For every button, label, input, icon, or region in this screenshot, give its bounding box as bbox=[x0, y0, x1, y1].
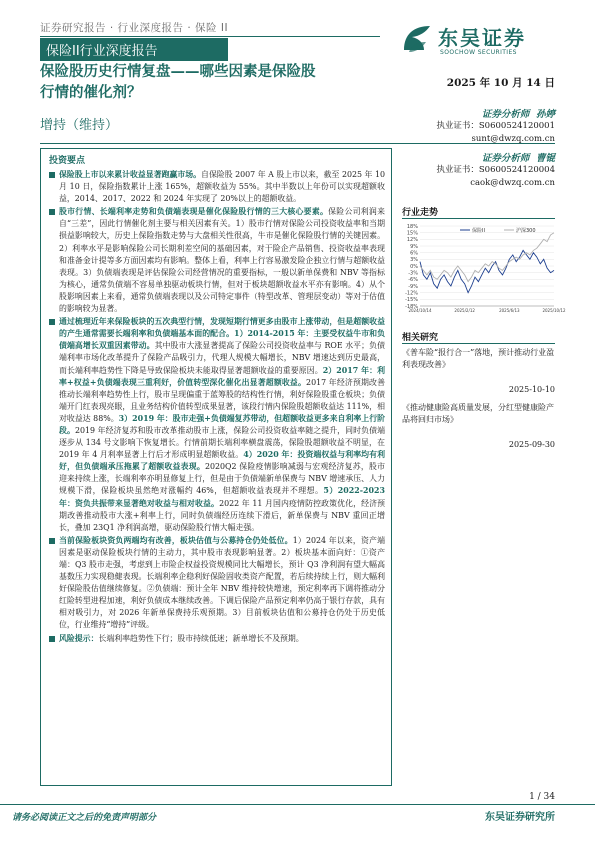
x-tick-label: 2025/10/12 bbox=[542, 308, 566, 313]
firm-name: 东吴证券研究所 bbox=[485, 812, 555, 823]
analyst-2-name: 曹锟 bbox=[535, 153, 555, 164]
page-number: 1 / 34 bbox=[529, 792, 555, 802]
related-item-date: 2025-09-30 bbox=[508, 440, 555, 449]
category-bar: 保险II行业深度报告 bbox=[40, 38, 228, 61]
summary-point-3 bbox=[49, 316, 385, 534]
related-list bbox=[402, 347, 555, 449]
analyst-1-name: 孙婷 bbox=[535, 109, 555, 120]
x-tick-label: 2024/10/14 bbox=[408, 308, 432, 313]
investment-summary-box bbox=[40, 148, 392, 786]
series-line bbox=[420, 233, 554, 282]
rating-label: 增持（维持） bbox=[40, 118, 119, 133]
analyst-2-role: 证券分析师 bbox=[481, 153, 530, 164]
point-3-lead: 通过梳理近年来保险板块的五次典型行情，发现短期行情更多由股市上涨带动，但是超额收益的产生通常需要长端利率和负债端基本面的配合。 bbox=[59, 317, 385, 339]
y-tick-label: 15% bbox=[406, 230, 418, 237]
point-3-stage-1-head: 1）2014-2015 年：主要受权益牛市和负债端高增长双重因素带动。 bbox=[59, 329, 385, 351]
related-item-title[interactable]: 《普车险“报行合一”落地，预计推动行业盈利表现改善》 bbox=[402, 348, 555, 369]
point-3-stage-5-head: 5）2022-2023 年：资负共振带来显著绝对收益与相对收益。 bbox=[59, 486, 385, 508]
footer-rule bbox=[0, 804, 595, 805]
related-item-title[interactable]: 《推动健康险高质量发展，分红型健康险产品将回归市场》 bbox=[402, 403, 554, 424]
y-tick-label: 3% bbox=[410, 257, 418, 264]
y-tick-label: -3% bbox=[408, 270, 418, 277]
title-line-2: 行情的催化剂？ bbox=[40, 85, 142, 101]
summary-point-4 bbox=[49, 535, 385, 632]
analyst-1-email[interactable]: sunt@dwzq.com.cn bbox=[471, 134, 555, 144]
point-3-stage-2-text: 2017 年经济预期改善推动长端利率趋势性上行，股市呈现偏重于蓝筹股的结构性行情，利好保险股重仓板块；负债端开门红表现亮眼，且业务结构价值转型成果显著，该段行情内保险股超额收益达 111%，相对收益达 88%。 bbox=[59, 377, 385, 423]
logo-cn-text: 东吴证券 bbox=[438, 26, 526, 50]
x-tick-label: 2025/2/12 bbox=[454, 308, 475, 313]
analyst-2-heading bbox=[400, 150, 555, 164]
point-1-lead: 保险股上市以来累计收益显著跑赢市场。 bbox=[59, 170, 202, 179]
point-1-text: 自保险股 2007 年 A 股上市以来，截至 2025 年 10 月 10 日，保险指数累计上涨 165%，超额收益为 55%。其中半数以上年份可以实现超额收益，2014、2017、2022 和 2024 年实现了 20%以上的超额收益。 bbox=[59, 170, 385, 204]
trend-rule bbox=[402, 218, 555, 219]
y-tick-label: -6% bbox=[408, 277, 418, 284]
trend-heading: 行业走势 bbox=[402, 208, 439, 218]
summary-heading: 投资要点 bbox=[49, 156, 86, 166]
summary-point-1 bbox=[49, 169, 385, 205]
point-4-text: 1）2024 年以来，资产端因素是驱动保险板块行情的主动力，其中股市表现影响显著。2）板块基本面向好：①资产端：Q3 股市走强，考虑到上市险企权益投资规模同比大幅增长，预计 Q3 净利润有望大幅高基数压力实现稳健表现。长端利率企稳利好保险固收类资产配置，若后续持续上行，则大幅利好保险股估值继续修复。②负债端：预计全年 NBV 维持较快增速，预定利率再下调将推动分红险转型进程加速，利好负债成本继续改善。下调后保险产品预定利率仍高于银行存款，具有相对吸引力，对 2026 年新单保费持乐观预期。3）目前板块估值和公募持仓仍处于历史低位，行业维持“增持”评级。 bbox=[59, 535, 385, 630]
y-tick-label: 9% bbox=[410, 243, 418, 250]
analyst-block-2 bbox=[400, 150, 555, 190]
analyst-1-role: 证券分析师 bbox=[481, 109, 530, 120]
x-tick-label: 2025/6/13 bbox=[499, 308, 520, 313]
analyst-1-cert: 执业证书：S0600524120001 bbox=[436, 121, 555, 131]
related-heading: 相关研究 bbox=[402, 333, 439, 343]
analyst-1-heading bbox=[400, 106, 555, 120]
industry-trend-chart bbox=[400, 222, 566, 320]
related-rule bbox=[402, 343, 555, 344]
point-2-lead: 股市行情、长端利率走势和负债端表现是催化保险股行情的三大核心要素。 bbox=[59, 207, 329, 217]
point-3-stage-3-text: 2019 年经济复苏和股市改革推动股市上涨，保险公司投资收益率随之提升，同时负债端逐步从 134 号文影响下恢复增长。行情前期长端利率横盘震荡，保险股超额收益不明显，在 2019 年 4 月利率显著上行后才形成明显超额收益。 bbox=[59, 425, 385, 460]
related-item[interactable] bbox=[402, 402, 555, 449]
company-logo bbox=[400, 22, 560, 62]
header-rule bbox=[40, 36, 380, 37]
point-3-stage-3-head: 3）2019 年：股市走强+负债端复苏带动，但超额收益更多来自利率上行阶段。 bbox=[59, 413, 386, 435]
report-date: 2025 年 10 月 14 日 bbox=[446, 77, 555, 89]
y-tick-label: -9% bbox=[408, 283, 418, 290]
point-5-lead: 风险提示： bbox=[59, 633, 99, 643]
point-4-lead: 当前保险板块资负两端均有改善，板块估值与公募持仓仍处低位。 bbox=[59, 535, 293, 545]
report-title bbox=[40, 62, 400, 104]
report-type-tag: 证券研究报告 · 行业深度报告 · 保险 II bbox=[40, 22, 229, 34]
y-tick-label: -15% bbox=[405, 297, 418, 304]
logo-en-text: SOOCHOW SECURITIES bbox=[440, 49, 517, 56]
y-tick-label: 18% bbox=[406, 223, 418, 230]
y-tick-label: -12% bbox=[405, 290, 418, 297]
summary-point-2 bbox=[49, 206, 385, 315]
point-3-stage-2-head: 2）2017 年：利率+权益+负债端表现三重利好，价值转型深化催化出显著超额收益。 bbox=[59, 365, 385, 387]
analyst-2-cert: 执业证书：S0600524120004 bbox=[436, 165, 555, 175]
point-3-stage-5-text: 2022 年 11 月国内疫情防控政策优化，经济预期改善推动股市大涨+利率上行，同时负债端经历连续下滑后，新单保费与 NBV 重回正增长，叠加 23Q1 净利润高增，驱动保险股行情大幅走强。 bbox=[59, 498, 385, 532]
y-tick-label: 0% bbox=[410, 263, 418, 270]
analyst-block-1 bbox=[400, 106, 555, 146]
point-3-stage-4-text: 2020Q2 保险疫情影响减弱与宏观经济复苏，股市迎来持续上涨，长端利率亦明显修复上行，但是由于负债端新单保费与 NBV 增速承压、人力规模下滑，保险板块虽然绝对涨幅约 46%，但超额收益表现并不理想。 bbox=[59, 462, 385, 496]
analyst-2-email[interactable]: caok@dwzq.com.cn bbox=[470, 178, 555, 188]
title-line-1: 保险股历史行情复盘——哪些因素是保险股 bbox=[40, 64, 316, 80]
legend-label: 沪深300 bbox=[516, 228, 536, 234]
point-5-text: 长端利率趋势性下行；股市持续低迷；新单增长不及预期。 bbox=[98, 633, 304, 643]
related-item-date: 2025-10-10 bbox=[508, 385, 555, 394]
related-item[interactable] bbox=[402, 347, 555, 394]
series-line bbox=[420, 250, 554, 292]
point-3-stage-4-head: 4）2020 年：投资端权益与利率均有利好，但负债端承压拖累了超额收益表现。 bbox=[59, 450, 385, 472]
y-tick-label: 6% bbox=[410, 250, 418, 257]
point-3-stage-1-text: 其中股市大涨显著提高了保险公司投资收益率与 ROE 水平；负债端利率市场化改革提升了保险产品吸引力，代理人规模大幅增长，NBV 增速达到历史最高，而长端利率趋势性下降是导致保险板块未能取得显著超额收益的重要原因。 bbox=[59, 341, 385, 375]
y-tick-label: -18% bbox=[405, 303, 418, 310]
summary-point-5 bbox=[49, 633, 385, 645]
logo-emblem-icon bbox=[400, 22, 434, 56]
point-2-text: 保险公司利润来自“三差”，因此行情催化剂主要与相关因素有关。1）股市行情对保险公司投资收益率和当期损益影响较大，历史上保险指数走势与大盘相关性很高，牛市是催化保险股行情的关键因素。2）利率水平是影响保险公司长期利差空间的基础因素，对于险企产品销售、投资收益率表现和准备金计提等多方面因素均有影响。整体上看，利率上行容易激发险企独立行情与超额收益表现。3）负债端表现是评估保险公司经营情况的重要指标，一般以新单保费和 NBV 等指标为核心，通常负债端不容易单独驱动板块行情，但对于板块超额收益水平亦有影响。4）从个股影响因素上来看，通常负债端表现以及公司特定事件（特型改革、管理层变动）等对于估值的影响较为显著。 bbox=[59, 207, 385, 314]
legend-label: 保险II bbox=[472, 228, 485, 234]
disclaimer-note: 请务必阅读正文之后的免责声明部分 bbox=[12, 813, 157, 823]
y-tick-label: 12% bbox=[406, 237, 418, 244]
